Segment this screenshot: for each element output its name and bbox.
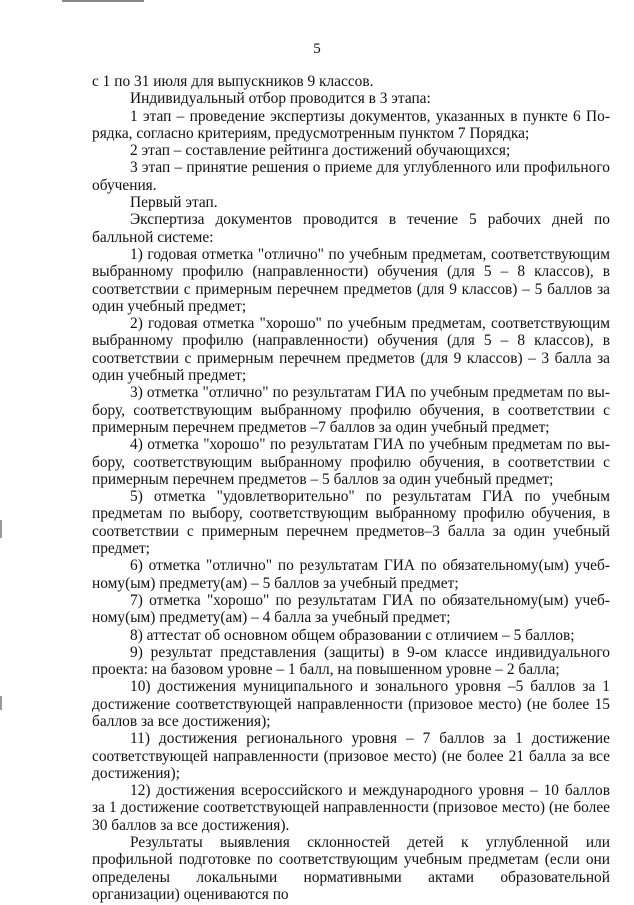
list-item: 12) достижения всероссийского и международного уровня – 10 баллов за 1 достижение соответствующей направленности (призовое место) (не более 30 баллов за все достижения). (92, 782, 610, 834)
list-item: 7) отметка "хорошо" по результатам ГИА по обязательному(ым) учебному(ым) предмету(ам) – 4 балла за учебный предмет; (92, 591, 610, 627)
list-item: 1) годовая отметка "отлично" по учебным предметам, соответствующим выбранному профилю (направленности) обучения (для 5 – 8 классов), в соответствии с примерным перечнем предметов (для 9 классов) – 5 баллов за один учебный предмет; (92, 245, 610, 315)
paragraph: Экспертиза документов проводится в течение 5 рабочих дней по балльной системе: (92, 211, 610, 246)
paragraph: с 1 по 31 июля для выпускников 9 классов. (92, 73, 374, 90)
list-item: 3) отметка "отлично" по результатам ГИА по учебным предметам по выбору, соответствующим выбранному профилю обучения, в соответствии с примерным перечнем предметов –7 баллов за один учебный предмет; (92, 384, 610, 436)
paragraph: 3 этап – принятие решения о приеме для углубленного или профильного обучения. (92, 159, 610, 194)
list-item: 9) результат представления (защиты) в 9-ом классе индивидуального проекта: на базовом уровне – 1 балл, на повышенном уровне – 2 балла; (92, 643, 610, 679)
paragraph: Результаты выявления склонностей детей к углубленной или профильной подготовке по соответствующим учебным предметам (если они определены локальными нормативными актами образовательной организации) оцениваются по (92, 834, 610, 903)
list-item: 8) аттестат об основном общем образовании с отличием – 5 баллов; (130, 626, 575, 644)
paragraph: Индивидуальный отбор проводится в 3 этапа: (130, 90, 431, 108)
list-item: 6) отметка "отлично" по результатам ГИА по обязательному(ым) учебному(ым) предмету(ам) – 5 баллов за учебный предмет; (92, 557, 610, 592)
paragraph: 2 этап – составление рейтинга достижений обучающихся; (130, 142, 511, 160)
document-body (92, 73, 610, 903)
paragraph: 1 этап – проведение экспертизы документов, указанных в пункте 6 Порядка, согласно критериям, предусмотренным пунктом 7 Порядка; (92, 107, 610, 142)
list-item: 2) годовая отметка "хорошо" по учебным предметам, соответствующим выбранному профилю (направленности) обучения (для 5 – 8 классов), в соответствии с примерным перечнем предметов (для 9 классов) – 3 балла за один учебный предмет; (92, 315, 610, 385)
list-item: 5) отметка "удовлетворительно" по результатам ГИА по учебным предметам по выбору, соответствующим выбранному профилю обучения, в соответствии с примерным перечнем предметов–3 балла за один учебный предмет; (92, 488, 610, 558)
list-item: 4) отметка "хорошо" по результатам ГИА по учебным предметам по выбору, соответствующим выбранному профилю обучения, в соответствии с примерным перечнем предметов – 5 баллов за один учебный предмет; (92, 436, 610, 488)
scan-artifact-line (62, 0, 144, 2)
scan-edge-mark (0, 520, 2, 538)
scan-edge-mark (0, 696, 2, 710)
paragraph: Первый этап. (130, 194, 218, 212)
list-item: 10) достижения муниципального и зонального уровня –5 баллов за 1 достижение соответствующей направленности (призовое место) (не более 15 баллов за все достижения); (92, 678, 610, 730)
page-number: 5 (313, 41, 321, 57)
list-item: 11) достижения регионального уровня – 7 баллов за 1 достижение соответствующей направленности (призовое место) (не более 21 балла за все достижения); (92, 730, 610, 782)
